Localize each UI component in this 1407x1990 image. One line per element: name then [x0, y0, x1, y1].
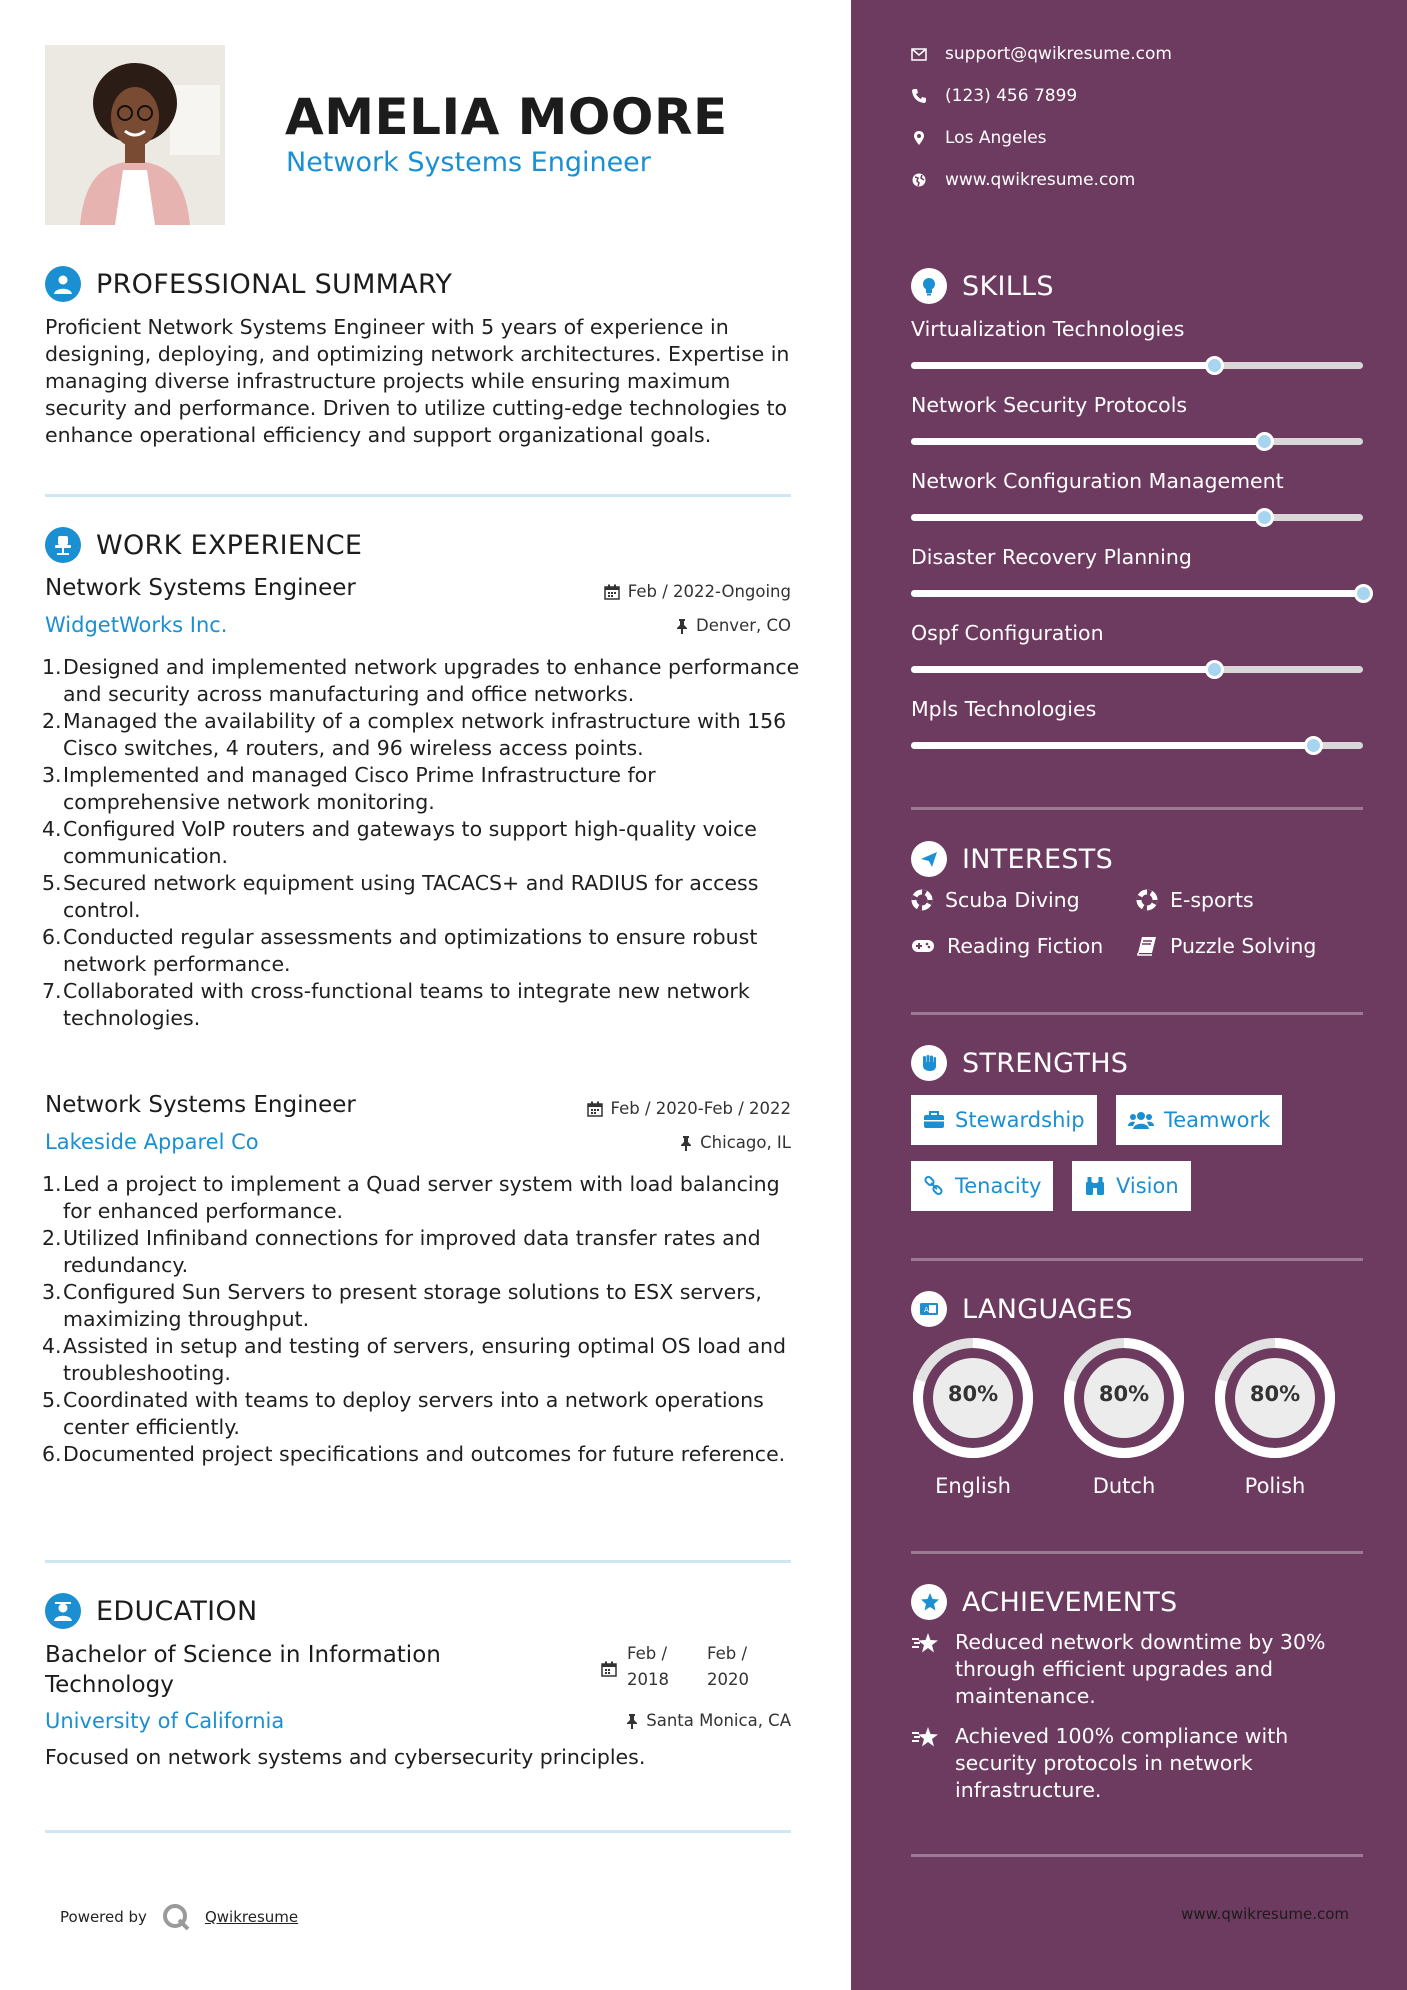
- achievement-item: [911, 1723, 1351, 1804]
- interests-heading: [911, 841, 1113, 877]
- job-dates: [604, 582, 791, 601]
- svg-text:A: A: [924, 1306, 929, 1314]
- skill-knob: [1304, 736, 1323, 755]
- job-title: Network Systems Engineer: [45, 575, 356, 601]
- users-icon: [1128, 1111, 1154, 1129]
- skill-track: [911, 514, 1363, 521]
- job-location-text: Chicago, IL: [700, 1133, 791, 1152]
- interest-item: [1136, 934, 1316, 958]
- skill-fill: [911, 438, 1264, 445]
- interest-label: Reading Fiction: [947, 934, 1104, 958]
- language-percent: 80%: [947, 1382, 999, 1406]
- star-icon: [911, 1631, 941, 1657]
- skills-title: SKILLS: [962, 270, 1054, 302]
- phone-icon: [911, 88, 927, 104]
- user-icon: [45, 266, 81, 302]
- divider: [911, 1258, 1363, 1261]
- skill-fill: [911, 666, 1214, 673]
- contact-website: [911, 170, 1135, 190]
- end-year: 2020: [707, 1670, 749, 1689]
- divider: [911, 1551, 1363, 1554]
- skill-knob: [1255, 508, 1274, 527]
- contact-email-text[interactable]: support@qwikresume.com: [945, 44, 1172, 64]
- strength-chip: [911, 1161, 1053, 1211]
- skill-label: Ospf Configuration: [911, 621, 1104, 645]
- contact-website-text[interactable]: www.qwikresume.com: [945, 170, 1136, 190]
- language-percent: 80%: [1249, 1382, 1301, 1406]
- job-location-text: Denver, CO: [695, 616, 791, 635]
- strength-label: Tenacity: [955, 1174, 1042, 1198]
- skill-fill: [911, 590, 1363, 597]
- map-marker-icon: [911, 130, 927, 146]
- skill-fill: [911, 362, 1214, 369]
- list-item: Coordinated with teams to deploy servers into a network operations center efficiently.: [63, 1388, 764, 1439]
- skill-fill: [911, 742, 1313, 749]
- star-badge-icon: [911, 1584, 947, 1620]
- candidate-name: AMELIA MOORE: [285, 88, 728, 146]
- summary-text: Proficient Network Systems Engineer with 5 years of experience in designing, deploying, and optimizing network architectures. Expertise in managing diverse infrastructure projects while ensuring maximum security and performance. Driven to utilize cutting-edge technologies to enhance operational efficiency and support organizational goals.: [45, 315, 790, 447]
- list-item: Configured VoIP routers and gateways to support high-quality voice communication.: [63, 817, 757, 868]
- skill-label: Network Configuration Management: [911, 469, 1284, 493]
- contact-location: [911, 128, 1047, 148]
- education-location-text: Santa Monica, CA: [646, 1711, 791, 1730]
- education-school: University of California: [45, 1709, 285, 1733]
- experience-title: WORK EXPERIENCE: [96, 529, 363, 561]
- skill-knob: [1205, 356, 1224, 375]
- education-start: [627, 1641, 697, 1693]
- achievements-title: ACHIEVEMENTS: [962, 1586, 1178, 1618]
- divider: [911, 807, 1363, 810]
- strength-chip: [911, 1095, 1097, 1145]
- book-icon: [1136, 936, 1158, 956]
- divider: [45, 494, 791, 497]
- strength-chip: [1116, 1095, 1282, 1145]
- education-dates: [601, 1641, 777, 1693]
- list-item: Led a project to implement a Quad server system with load balancing for enhanced performance.: [63, 1172, 780, 1223]
- skill-row: [911, 393, 1363, 445]
- skill-label: Network Security Protocols: [911, 393, 1188, 417]
- education-degree: Bachelor of Science in Information Technology: [45, 1642, 441, 1698]
- list-item: Collaborated with cross-functional teams to integrate new network technologies.: [63, 979, 750, 1030]
- divider: [911, 1854, 1363, 1857]
- strength-label: Vision: [1116, 1174, 1179, 1198]
- interest-label: E-sports: [1170, 888, 1254, 912]
- interest-item: [911, 934, 1103, 958]
- powered-by-label: Powered by: [60, 1908, 147, 1926]
- link-icon: [923, 1175, 945, 1197]
- language-item: [1062, 1336, 1186, 1498]
- footer-site[interactable]: www.qwikresume.com: [1181, 1905, 1349, 1923]
- candidate-title: Network Systems Engineer: [286, 147, 651, 178]
- graduate-icon: [45, 1593, 81, 1629]
- start-year: 2018: [627, 1670, 669, 1689]
- job-company: Lakeside Apparel Co: [45, 1130, 259, 1154]
- list-item: Designed and implemented network upgrades to enhance performance and security across manufacturing and office networks.: [63, 655, 800, 706]
- strengths-heading: [911, 1045, 1128, 1081]
- interest-label: Puzzle Solving: [1170, 934, 1317, 958]
- profile-photo: [45, 45, 225, 225]
- divider: [45, 1830, 791, 1833]
- skill-knob: [1205, 660, 1224, 679]
- job-dates-text: Feb / 2022-Ongoing: [627, 582, 791, 601]
- life-ring-icon: [911, 889, 933, 911]
- strength-label: Teamwork: [1164, 1108, 1271, 1132]
- skill-track: [911, 666, 1363, 673]
- job-dates-text: Feb / 2020-Feb / 2022: [610, 1099, 791, 1118]
- language-percent: 80%: [1098, 1382, 1150, 1406]
- achievement-text: Reduced network downtime by 30% through efficient upgrades and maintenance.: [955, 1630, 1326, 1708]
- star-icon: [911, 1725, 941, 1751]
- languages-heading: [911, 1291, 1133, 1327]
- globe-icon: [911, 172, 927, 188]
- pin-icon: [680, 1135, 692, 1151]
- fist-icon: [911, 1045, 947, 1081]
- language-item: [1213, 1336, 1337, 1498]
- calendar-icon: [587, 1101, 603, 1117]
- skill-label: Virtualization Technologies: [911, 317, 1185, 341]
- skill-label: Mpls Technologies: [911, 697, 1097, 721]
- skill-fill: [911, 514, 1264, 521]
- contact-phone: [911, 86, 1077, 106]
- qwikresume-logo-icon: [161, 1902, 191, 1932]
- list-item: Managed the availability of a complex network infrastructure with 156 Cisco switches, 4 routers, and 96 wireless access points.: [63, 709, 787, 760]
- list-item: Utilized Infiniband connections for improved data transfer rates and redundancy.: [63, 1226, 761, 1277]
- list-item: Configured Sun Servers to present storage solutions to ESX servers, maximizing throughput.: [63, 1280, 762, 1331]
- list-item: Implemented and managed Cisco Prime Infrastructure for comprehensive network monitoring.: [63, 763, 656, 814]
- skill-label: Disaster Recovery Planning: [911, 545, 1192, 569]
- education-end: [707, 1641, 777, 1693]
- achievements-heading: [911, 1584, 1178, 1620]
- interest-label: Scuba Diving: [945, 888, 1080, 912]
- language-name: Polish: [1244, 1474, 1306, 1498]
- paper-plane-icon: [911, 841, 947, 877]
- office-chair-icon: [45, 527, 81, 563]
- skill-knob: [1255, 432, 1274, 451]
- powered-by: [60, 1902, 298, 1932]
- skill-row: [911, 621, 1363, 673]
- skill-row: [911, 317, 1363, 369]
- languages-title: LANGUAGES: [962, 1293, 1133, 1325]
- experience-heading: [45, 527, 362, 563]
- list-item: Secured network equipment using TACACS+ and RADIUS for access control.: [63, 871, 759, 922]
- language-item: [911, 1336, 1035, 1498]
- calendar-icon: [601, 1661, 617, 1677]
- job-location: [676, 616, 791, 635]
- skill-track: [911, 590, 1363, 597]
- language-name: English: [935, 1474, 1011, 1498]
- skill-row: [911, 469, 1363, 521]
- end-month: Feb /: [707, 1644, 748, 1663]
- translate-icon: [911, 1291, 947, 1327]
- lightbulb-icon: [911, 268, 947, 304]
- education-title: EDUCATION: [96, 1595, 258, 1627]
- briefcase-icon: [923, 1111, 945, 1129]
- education-description: Focused on network systems and cybersecurity principles.: [45, 1745, 646, 1769]
- skill-track: [911, 438, 1363, 445]
- skills-heading: [911, 268, 1054, 304]
- skill-row: [911, 545, 1363, 597]
- interest-item: [1136, 888, 1254, 912]
- divider: [45, 1560, 791, 1563]
- pin-icon: [626, 1713, 638, 1729]
- list-item: Conducted regular assessments and optimizations to ensure robust network performance.: [63, 925, 758, 976]
- education-heading: [45, 1593, 257, 1629]
- skill-knob: [1354, 584, 1373, 603]
- job-location: [680, 1133, 791, 1152]
- language-name: Dutch: [1092, 1474, 1156, 1498]
- job-dates: [587, 1099, 791, 1118]
- strength-chip: [1072, 1161, 1191, 1211]
- binoculars-icon: [1084, 1176, 1106, 1196]
- contact-location-text: Los Angeles: [945, 128, 1047, 148]
- divider: [911, 1012, 1363, 1015]
- strength-label: Stewardship: [955, 1108, 1085, 1132]
- sidebar: [851, 0, 1407, 1990]
- contact-email: [911, 44, 1172, 64]
- job-bullets: [45, 1171, 805, 1468]
- pin-icon: [676, 618, 688, 634]
- list-item: Documented project specifications and outcomes for future reference.: [63, 1442, 786, 1466]
- life-ring-icon: [1136, 889, 1158, 911]
- skill-row: [911, 697, 1363, 749]
- interests-title: INTERESTS: [962, 843, 1114, 875]
- job-bullets: [45, 654, 805, 1032]
- job-title: Network Systems Engineer: [45, 1092, 356, 1118]
- list-item: Assisted in setup and testing of servers, ensuring optimal OS load and troubleshooting.: [63, 1334, 787, 1385]
- gamepad-icon: [911, 938, 935, 954]
- envelope-icon: [911, 48, 927, 61]
- achievement-text: Achieved 100% compliance with security protocols in network infrastructure.: [955, 1724, 1289, 1802]
- interest-item: [911, 888, 1080, 912]
- skill-track: [911, 742, 1363, 749]
- contact-phone-text: (123) 456 7899: [945, 86, 1078, 106]
- qwikresume-link[interactable]: Qwikresume: [204, 1908, 299, 1926]
- start-month: Feb /: [627, 1644, 668, 1663]
- education-location: [626, 1711, 791, 1730]
- skill-track: [911, 362, 1363, 369]
- calendar-icon: [604, 584, 620, 600]
- summary-title: PROFESSIONAL SUMMARY: [96, 268, 453, 300]
- summary-heading: [45, 266, 452, 302]
- job-company: WidgetWorks Inc.: [45, 613, 228, 637]
- strengths-title: STRENGTHS: [962, 1047, 1129, 1079]
- achievement-item: [911, 1629, 1351, 1710]
